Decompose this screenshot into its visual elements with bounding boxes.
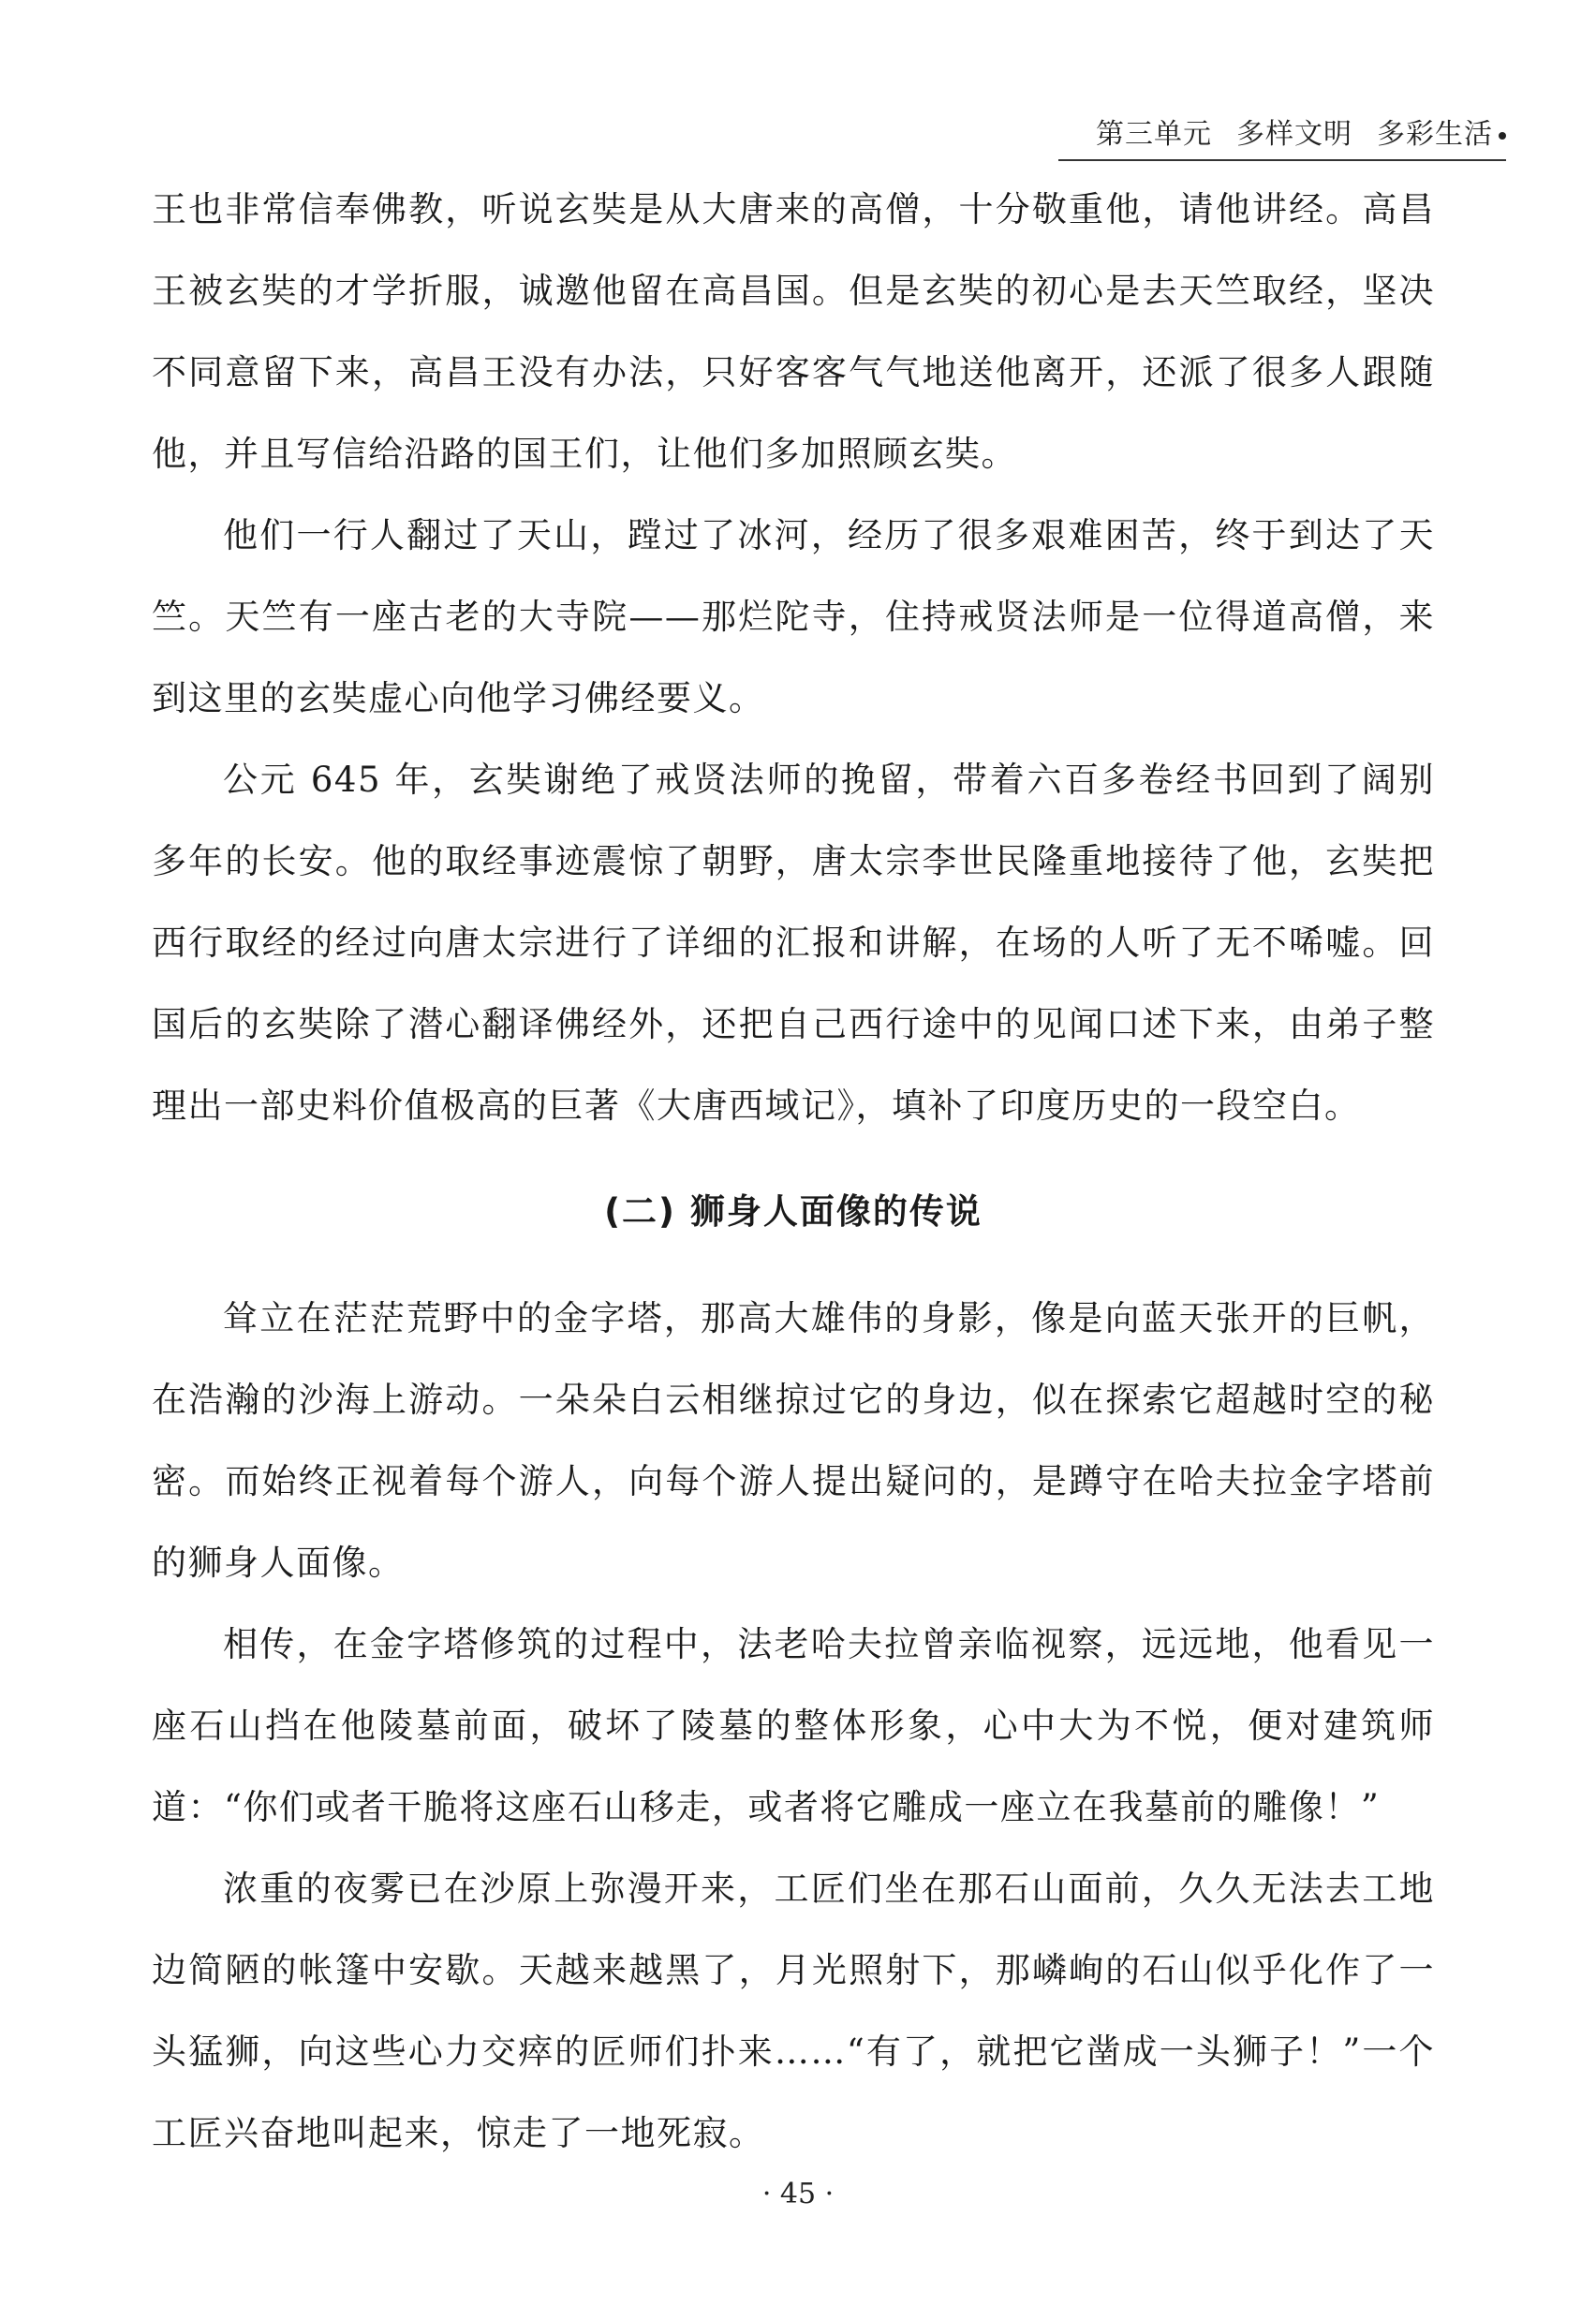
header-unit: 第三单元: [1096, 118, 1212, 151]
paragraph-tianzhu: 他们一行人翻过了天山，蹚过了冰河，经历了很多艰难困苦，终于到达了天竺。天竺有一座古老的大寺院——那烂陀寺，住持戒贤法师是一位得道高僧，来到这里的玄奘虚心向他学习佛经要义。: [152, 515, 1435, 718]
main-text: [152, 169, 1435, 2174]
paragraph-continued: 王也非常信奉佛教，听说玄奘是从大唐来的高僧，十分敬重他，请他讲经。高昌王被玄奘的才学折服，诚邀他留在高昌国。但是玄奘的初心是去天竺取经，坚决不同意留下来，高昌王没有办法，只好客客气气地送他离开，还派了很多人跟随他，并且写信给沿路的国王们，让他们多加照顾玄奘。: [152, 189, 1435, 474]
paragraph-pyramid: 耸立在茫茫荒野中的金字塔，那高大雄伟的身影，像是向蓝天张开的巨帆，在浩瀚的沙海上游动。一朵朵白云相继掠过它的身边，似在探索它超越时空的秘密。而始终正视着每个游人，向每个游人提出疑问的，是蹲守在哈夫拉金字塔前的狮身人面像。: [152, 1298, 1435, 1583]
header-rule: [1058, 159, 1506, 161]
running-header: [1096, 111, 1506, 152]
section-heading: (二) 狮身人面像的传说: [604, 1191, 983, 1232]
paragraph-return: 公元 645 年，玄奘谢绝了戒贤法师的挽留，带着六百多卷经书回到了阔别多年的长安。他的取经事迹震惊了朝野，唐太宗李世民隆重地接待了他，玄奘把西行取经的经过向唐太宗进行了详细的汇报和讲解，在场的人听了无不唏嘘。回国后的玄奘除了潜心翻译佛经外，还把自己西行途中的见闻口述下来，由弟子整理出一部史料价值极高的巨著《大唐西域记》，填补了印度历史的一段空白。: [152, 760, 1435, 1126]
header-title-right: 多彩生活: [1377, 118, 1493, 151]
header-title-left: 多样文明: [1236, 118, 1352, 151]
header-dot-icon: [1499, 132, 1506, 140]
page-number: · 45 ·: [761, 2178, 835, 2210]
paragraph-night: 浓重的夜雾已在沙原上弥漫开来，工匠们坐在那石山面前，久久无法去工地边简陋的帐篷中安歇。天越来越黑了，月光照射下，那嶙峋的石山似乎化作了一头猛狮，向这些心力交瘁的匠师们扑来……“有了，就把它凿成一头狮子！”一个工匠兴奋地叫起来，惊走了一地死寂。: [152, 1869, 1435, 2153]
paragraph-legend: 相传，在金字塔修筑的过程中，法老哈夫拉曾亲临视察，远远地，他看见一座石山挡在他陵墓前面，破坏了陵墓的整体形象，心中大为不悦，便对建筑师道：“你们或者干脆将这座石山移走，或者将它雕成一座立在我墓前的雕像！”: [152, 1624, 1435, 1827]
